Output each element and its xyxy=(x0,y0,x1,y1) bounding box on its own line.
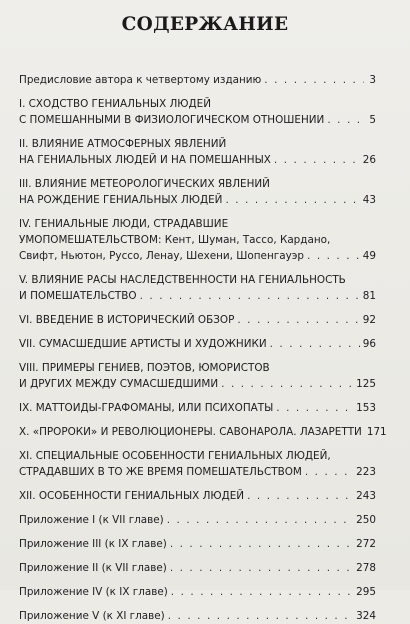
toc-page-number: 96 xyxy=(362,338,376,350)
table-of-contents xyxy=(19,72,387,624)
toc-entry-title: НА ГЕНИАЛЬНЫХ ЛЮДЕЙ И НА ПОМЕШАННЫХ xyxy=(19,154,271,166)
toc-entry-title: Приложение III (к IX главе) xyxy=(19,538,167,550)
toc-entry-title: IX. МАТТОИДЫ-ГРАФОМАНЫ, ИЛИ ПСИХОПАТЫ xyxy=(19,402,274,414)
toc-entry xyxy=(19,336,376,352)
toc-entry xyxy=(19,216,376,264)
toc-entry xyxy=(19,424,387,440)
dot-leader xyxy=(247,488,354,504)
toc-entry-title: СТРАДАВШИХ В ТО ЖЕ ВРЕМЯ ПОМЕШАТЕЛЬСТВОМ xyxy=(19,466,302,478)
toc-entry-title: VIII. ПРИМЕРЫ ГЕНИЕВ, ПОЭТОВ, ЮМОРИСТОВ xyxy=(19,362,270,374)
dot-leader xyxy=(170,560,354,576)
toc-entry-title: И ДРУГИХ МЕЖДУ СУМАСШЕДШИМИ xyxy=(19,378,219,390)
toc-entry xyxy=(19,560,376,576)
toc-entry-title: И ПОМЕШАТЕЛЬСТВО xyxy=(19,290,137,302)
page-title: СОДЕРЖАНИЕ xyxy=(121,14,289,35)
toc-entry xyxy=(19,272,376,304)
toc-page-number: 3 xyxy=(369,74,376,86)
toc-entry-title: Приложение I (к VII главе) xyxy=(19,514,164,526)
dot-leader xyxy=(264,72,364,88)
dot-leader xyxy=(168,608,354,624)
toc-entry xyxy=(19,136,376,168)
toc-entry-title: VII. СУМАСШЕДШИЕ АРТИСТЫ И ХУДОЖНИКИ xyxy=(19,338,267,350)
toc-page-number: 223 xyxy=(356,466,376,478)
dot-leader xyxy=(237,312,360,328)
toc-page-number: 5 xyxy=(369,114,376,126)
toc-page-number: 324 xyxy=(356,610,376,622)
toc-page-number: 278 xyxy=(356,562,376,574)
toc-entry-title: Предисловие автора к четвертому изданию xyxy=(19,74,262,86)
toc-page-number: 49 xyxy=(362,250,376,262)
toc-page-number: 26 xyxy=(362,154,376,166)
toc-entry xyxy=(19,72,376,88)
toc-entry xyxy=(19,448,376,480)
toc-entry-title: Приложение II (к VII главе) xyxy=(19,562,167,574)
toc-entry xyxy=(19,96,376,128)
dot-leader xyxy=(225,192,360,208)
toc-entry-title: Свифт, Ньютон, Руссо, Ленау, Шехени, Шопенгауэр xyxy=(19,250,305,262)
toc-entry-title: XII. ОСОБЕННОСТИ ГЕНИАЛЬНЫХ ЛЮДЕЙ xyxy=(19,490,245,502)
dot-leader xyxy=(307,248,361,264)
dot-leader xyxy=(221,376,354,392)
toc-entry-title: Приложение V (к XI главе) xyxy=(19,610,165,622)
toc-page-number: 243 xyxy=(356,490,376,502)
toc-page-number: 92 xyxy=(362,314,376,326)
dot-leader xyxy=(276,400,354,416)
toc-entry-title: С ПОМЕШАННЫМИ В ФИЗИОЛОГИЧЕСКОМ ОТНОШЕНИИ xyxy=(19,114,325,126)
dot-leader xyxy=(167,512,354,528)
toc-entry-title: IV. ГЕНИАЛЬНЫЕ ЛЮДИ, СТРАДАВШИЕ xyxy=(19,218,229,230)
toc-entry xyxy=(19,584,376,600)
toc-page-number: 272 xyxy=(356,538,376,550)
toc-entry xyxy=(19,488,376,504)
toc-page-number: 43 xyxy=(362,194,376,206)
toc-entry xyxy=(19,360,376,392)
toc-entry-title: VI. ВВЕДЕНИЕ В ИСТОРИЧЕСКИЙ ОБЗОР xyxy=(19,314,235,326)
toc-page-number: 81 xyxy=(362,290,376,302)
toc-page-number: 125 xyxy=(356,378,376,390)
toc-entry-title: НА РОЖДЕНИЕ ГЕНИАЛЬНЫХ ЛЮДЕЙ xyxy=(19,194,223,206)
toc-page-number: 295 xyxy=(356,586,376,598)
dot-leader xyxy=(327,112,364,128)
toc-entry xyxy=(19,176,376,208)
toc-entry xyxy=(19,512,376,528)
toc-entry-title: УМОПОМЕШАТЕЛЬСТВОМ: Кент, Шуман, Тассо, Кардано, xyxy=(19,234,331,246)
dot-leader xyxy=(270,336,361,352)
dot-leader xyxy=(140,288,361,304)
toc-entry-title: V. ВЛИЯНИЕ РАСЫ НАСЛЕДСТВЕННОСТИ НА ГЕНИАЛЬНОСТЬ xyxy=(19,274,346,286)
toc-entry-title: II. ВЛИЯНИЕ АТМОСФЕРНЫХ ЯВЛЕНИЙ xyxy=(19,138,227,150)
toc-entry xyxy=(19,400,376,416)
toc-page-number: 153 xyxy=(356,402,376,414)
toc-page-number: 171 xyxy=(366,426,387,438)
toc-entry xyxy=(19,536,376,552)
toc-page-number: 250 xyxy=(356,514,376,526)
toc-entry xyxy=(19,312,376,328)
toc-entry-title: XI. СПЕЦИАЛЬНЫЕ ОСОБЕННОСТИ ГЕНИАЛЬНЫХ ЛЮДЕЙ, xyxy=(19,450,331,462)
dot-leader xyxy=(171,584,354,600)
dot-leader xyxy=(305,464,354,480)
dot-leader xyxy=(274,152,361,168)
toc-entry xyxy=(19,608,376,624)
dot-leader xyxy=(170,536,354,552)
toc-entry-title: Приложение IV (к IX главе) xyxy=(19,586,168,598)
toc-entry-title: X. «ПРОРОКИ» И РЕВОЛЮЦИОНЕРЫ. САВОНАРОЛА. ЛАЗАРЕТТИ xyxy=(19,426,362,438)
toc-entry-title: I. СХОДСТВО ГЕНИАЛЬНЫХ ЛЮДЕЙ xyxy=(19,98,211,110)
toc-entry-title: III. ВЛИЯНИЕ МЕТЕОРОЛОГИЧЕСКИХ ЯВЛЕНИЙ xyxy=(19,178,270,190)
